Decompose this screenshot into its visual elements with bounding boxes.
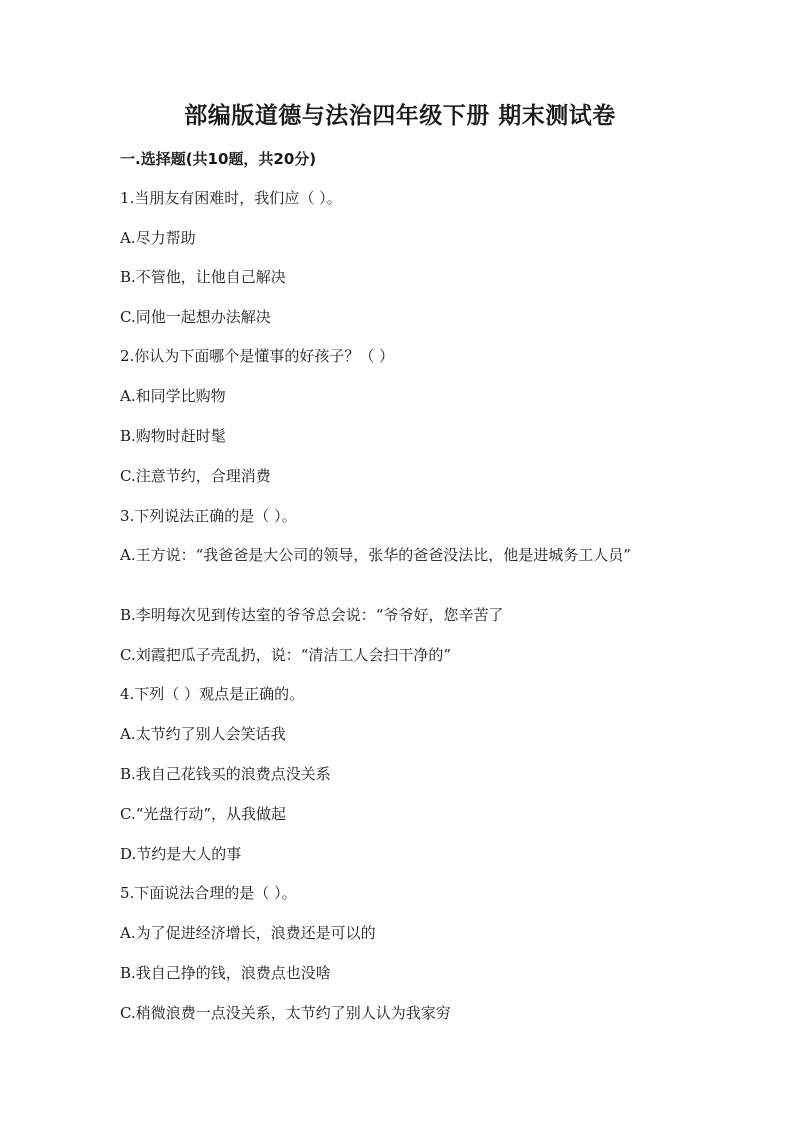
question-1-option-a: A.尽力帮助 [120, 229, 196, 247]
question-5-option-c: C.稍微浪费一点没关系，太节约了别人认为我家穷 [120, 1004, 451, 1022]
page-title: 部编版道德与法治四年级下册 期末测试卷 [184, 103, 616, 129]
question-4-option-c: C.“光盘行动”，从我做起 [120, 805, 287, 823]
question-4-option-b: B.我自己花钱买的浪费点没关系 [120, 765, 331, 783]
question-3-option-b: B.李明每次见到传达室的爷爷总会说：“爷爷好，您辛苦了 [120, 606, 504, 624]
question-5-option-b: B.我自己挣的钱，浪费点也没啥 [120, 964, 331, 982]
question-5-stem: 5.下面说法合理的是（ ）。 [120, 884, 297, 902]
question-5-option-a: A.为了促进经济增长，浪费还是可以的 [120, 924, 376, 942]
question-1-option-b: B.不管他，让他自己解决 [120, 268, 286, 286]
question-4-option-a: A.太节约了别人会笑话我 [120, 725, 286, 743]
question-2-stem: 2.你认为下面哪个是懂事的好孩子？（ ） [120, 347, 395, 365]
question-3-option-c: C.刘霞把瓜子壳乱扔，说：“清洁工人会扫干净的” [120, 646, 452, 664]
question-4-stem: 4.下列（ ）观点是正确的。 [120, 685, 305, 703]
question-2-option-b: B.购物时赶时髦 [120, 427, 226, 445]
question-2-option-a: A.和同学比购物 [120, 387, 226, 405]
section-heading: 一.选择题(共10题，共20分) [120, 150, 317, 168]
question-1-stem: 1.当朋友有困难时，我们应（ ）。 [120, 189, 342, 207]
question-4-option-d: D.节约是大人的事 [120, 845, 242, 863]
question-2-option-c: C.注意节约，合理消费 [120, 467, 271, 485]
question-3-stem: 3.下列说法正确的是（ ）。 [120, 507, 297, 525]
question-1-option-c: C.同他一起想办法解决 [120, 308, 271, 326]
question-3-option-a: A.王方说：“我爸爸是大公司的领导，张华的爸爸没法比，他是进城务工人员” [120, 546, 631, 564]
